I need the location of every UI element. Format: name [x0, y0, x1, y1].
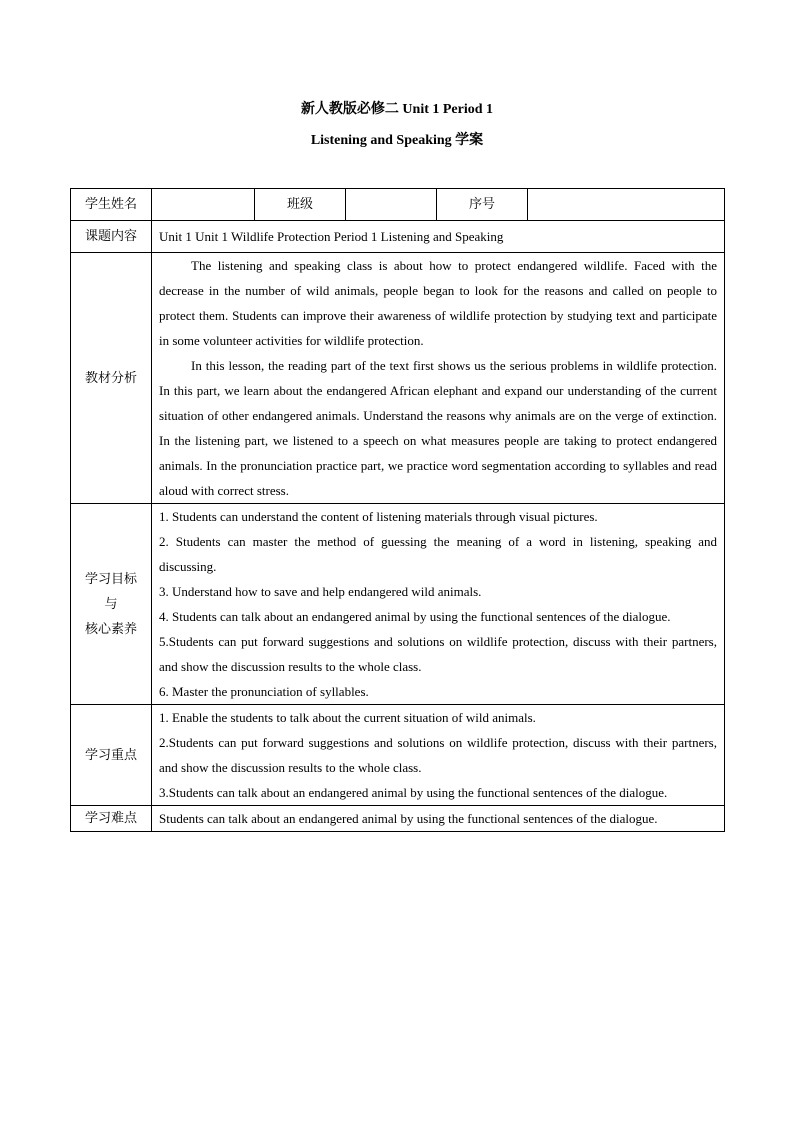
- objective-item: 4. Students can talk about an endangered animal by using the functional sentences of the dialogue.: [159, 609, 671, 624]
- document-title: 新人教版必修二 Unit 1 Period 1: [300, 102, 494, 117]
- topic-row: [71, 221, 725, 253]
- analysis-content: [152, 253, 725, 504]
- number-label: 序号: [437, 189, 528, 221]
- objectives-content: [152, 504, 725, 705]
- objectives-label-line: 学习目标: [84, 571, 137, 587]
- objectives-label-line: 与: [104, 596, 118, 612]
- analysis-label: 教材分析: [71, 253, 152, 504]
- class-field[interactable]: [346, 189, 437, 221]
- topic-value: Unit 1 Unit 1 Wildlife Protection Period 1 Listening and Speaking: [152, 221, 725, 253]
- class-label: 班级: [255, 189, 346, 221]
- objective-item: 5.Students can put forward suggestions and solutions on wildlife protection, discuss with their partners, and show the discussion results to the whole class.: [159, 634, 717, 674]
- difficulties-row: [71, 806, 725, 832]
- objective-item: 2. Students can master the method of guessing the meaning of a word in listening, speaking and discussing.: [159, 534, 717, 574]
- objectives-label: [71, 504, 152, 705]
- objective-item: 6. Master the pronunciation of syllables.: [159, 684, 369, 699]
- key-points-row: [71, 705, 725, 806]
- difficulty-item: Students can talk about an endangered animal by using the functional sentences of the dialogue.: [159, 811, 658, 826]
- objectives-label-line: 核心素养: [84, 621, 137, 637]
- difficulties-label: 学习难点: [71, 806, 152, 832]
- key-points-content: [152, 705, 725, 806]
- key-point-item: 1. Enable the students to talk about the current situation of wild animals.: [159, 710, 536, 725]
- number-field[interactable]: [528, 189, 725, 221]
- key-points-label: 学习重点: [71, 705, 152, 806]
- lesson-plan-table: [70, 188, 725, 832]
- analysis-paragraph: The listening and speaking class is about how to protect endangered wildlife. Faced with the decrease in the number of wild animals, people began to look for the reasons and called on people to protect them. Students can improve their awareness of wildlife protection by studying text and participate in some volunteer activities for wildlife protection.: [159, 258, 717, 348]
- objective-item: 1. Students can understand the content of listening materials through visual pictures.: [159, 509, 598, 524]
- student-info-row: [71, 189, 725, 221]
- student-name-field[interactable]: [152, 189, 255, 221]
- objective-item: 3. Understand how to save and help endangered wild animals.: [159, 584, 482, 599]
- difficulties-content: [152, 806, 725, 832]
- topic-label: 课题内容: [71, 221, 152, 253]
- objectives-row: [71, 504, 725, 705]
- student-name-label: 学生姓名: [71, 189, 152, 221]
- key-point-item: 3.Students can talk about an endangered animal by using the functional sentences of the dialogue.: [159, 785, 668, 800]
- analysis-row: [71, 253, 725, 504]
- key-point-item: 2.Students can put forward suggestions and solutions on wildlife protection, discuss with their partners, and show the discussion results to the whole class.: [159, 735, 717, 775]
- analysis-paragraph: In this lesson, the reading part of the text first shows us the serious problems in wildlife protection. In this part, we learn about the endangered African elephant and expand our understanding of the current situation of other endangered animals. Understand the reasons why animals are on the verge of extinction. In the listening part, we listened to a speech on what measures people are taking to protect endangered animals. In the pronunciation practice part, we practice word segmentation according to syllables and read aloud with correct stress.: [159, 358, 717, 498]
- document-subtitle: Listening and Speaking 学案: [310, 133, 484, 148]
